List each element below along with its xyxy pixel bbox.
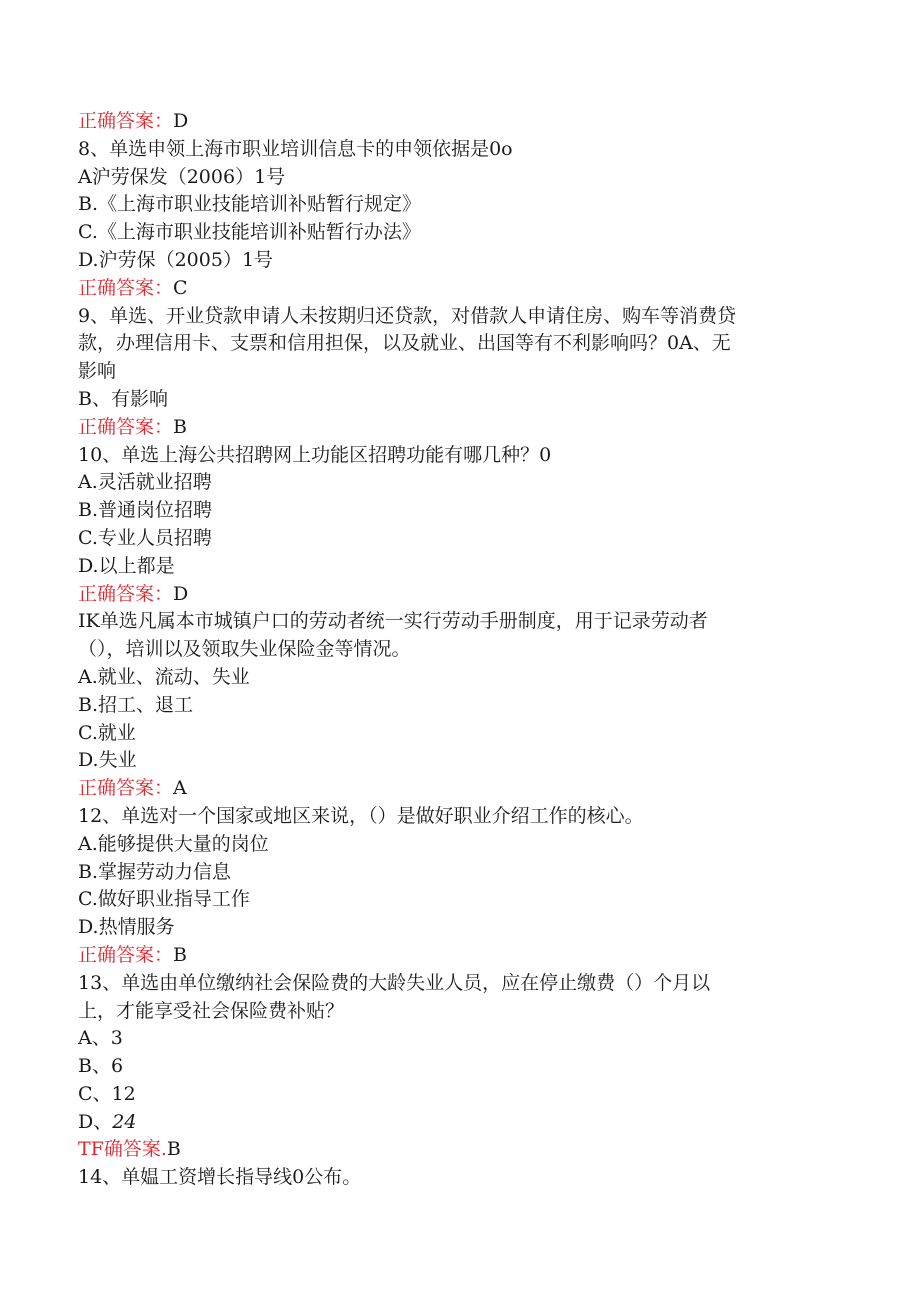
option-text: D.沪劳保（2005）1号: [78, 248, 274, 271]
answer-label: 正确答案：: [78, 582, 174, 605]
question-text: IK单选凡属本市城镇户口的劳动者统一实行劳动手册制度，用于记录劳动者: [78, 610, 708, 633]
option-text: B、6: [78, 1055, 124, 1078]
option-text: B.招工、退工: [78, 693, 194, 716]
option-text: D.热情服务: [78, 916, 175, 939]
question-text: 13、单选由单位缴纳社会保险费的大龄失业人员，应在停止缴费（）个月以: [78, 971, 711, 994]
answer-value: B: [166, 1138, 181, 1161]
answer-value: D: [173, 110, 189, 132]
answer-line: [78, 108, 838, 136]
option-text: A.就业、流动、失业: [78, 665, 250, 688]
question-text: （），培训以及领取失业保险金等情况。: [78, 638, 411, 661]
question-text: 10、单选上海公共招聘网上功能区招聘功能有哪几种？0: [78, 443, 552, 466]
option-italic-value: 24: [112, 1110, 137, 1133]
document-page: [78, 108, 838, 1192]
option-text: C.就业: [78, 721, 136, 744]
option-text: C.《上海市职业技能培训补贴暂行办法》: [78, 221, 421, 244]
answer-value: C: [173, 276, 188, 299]
answer-line: [78, 775, 838, 803]
option-text: C、12: [78, 1082, 136, 1105]
option-text: C.做好职业指导工作: [78, 888, 250, 911]
answer-label: 正确答案：: [78, 276, 174, 299]
answer-label: 正确答案：: [78, 415, 174, 438]
answer-line: [78, 942, 838, 970]
answer-value: A: [173, 777, 187, 800]
option-text: A.灵活就业招聘: [78, 471, 212, 494]
answer-value: B: [173, 943, 187, 966]
option-text: D.失业: [78, 749, 137, 772]
answer-label: 正确答案：: [78, 110, 174, 132]
option-text: B.《上海市职业技能培训补贴暂行规定》: [78, 193, 422, 216]
question-text: 14、单媪工资增长指导线0公布。: [78, 1166, 362, 1189]
answer-line: [78, 1136, 838, 1164]
question-text: 上，才能享受社会保险费补贴？: [78, 999, 345, 1022]
option-text: B、有影响: [78, 387, 168, 410]
answer-value: B: [173, 415, 187, 438]
option-text: A沪劳保发（2006）1号: [78, 165, 286, 188]
answer-label: 正确答案：: [78, 943, 174, 966]
question-text: 9、单选、开业贷款申请人未按期归还贷款，对借款人申请住房、购车等消费贷: [78, 304, 737, 327]
answer-line: [78, 414, 838, 442]
answer-label: 正确答案：: [78, 777, 174, 800]
option-text-italic: [78, 1109, 838, 1137]
answer-line: [78, 275, 838, 303]
answer-line: [78, 581, 838, 609]
option-text: B.普通岗位招聘: [78, 499, 213, 522]
option-text: A.能够提供大量的岗位: [78, 832, 269, 855]
answer-value: D: [173, 582, 189, 605]
answer-label: TF确答案.: [78, 1138, 167, 1161]
option-text: C.专业人员招聘: [78, 526, 212, 549]
option-text: D.以上都是: [78, 554, 175, 577]
question-text: 12、单选对一个国家或地区来说，（）是做好职业介绍工作的核心。: [78, 804, 644, 827]
option-prefix: D、: [78, 1110, 113, 1133]
question-text: 8、单选申领上海市职业培训信息卡的申领依据是0o: [78, 137, 513, 160]
option-text: A、3: [78, 1027, 123, 1050]
option-text: B.掌握劳动力信息: [78, 860, 232, 883]
question-text: 款，办理信用卡、支票和信用担保，以及就业、出国等有不利影响吗？0A、无: [78, 332, 731, 355]
question-text: 影响: [78, 360, 117, 383]
